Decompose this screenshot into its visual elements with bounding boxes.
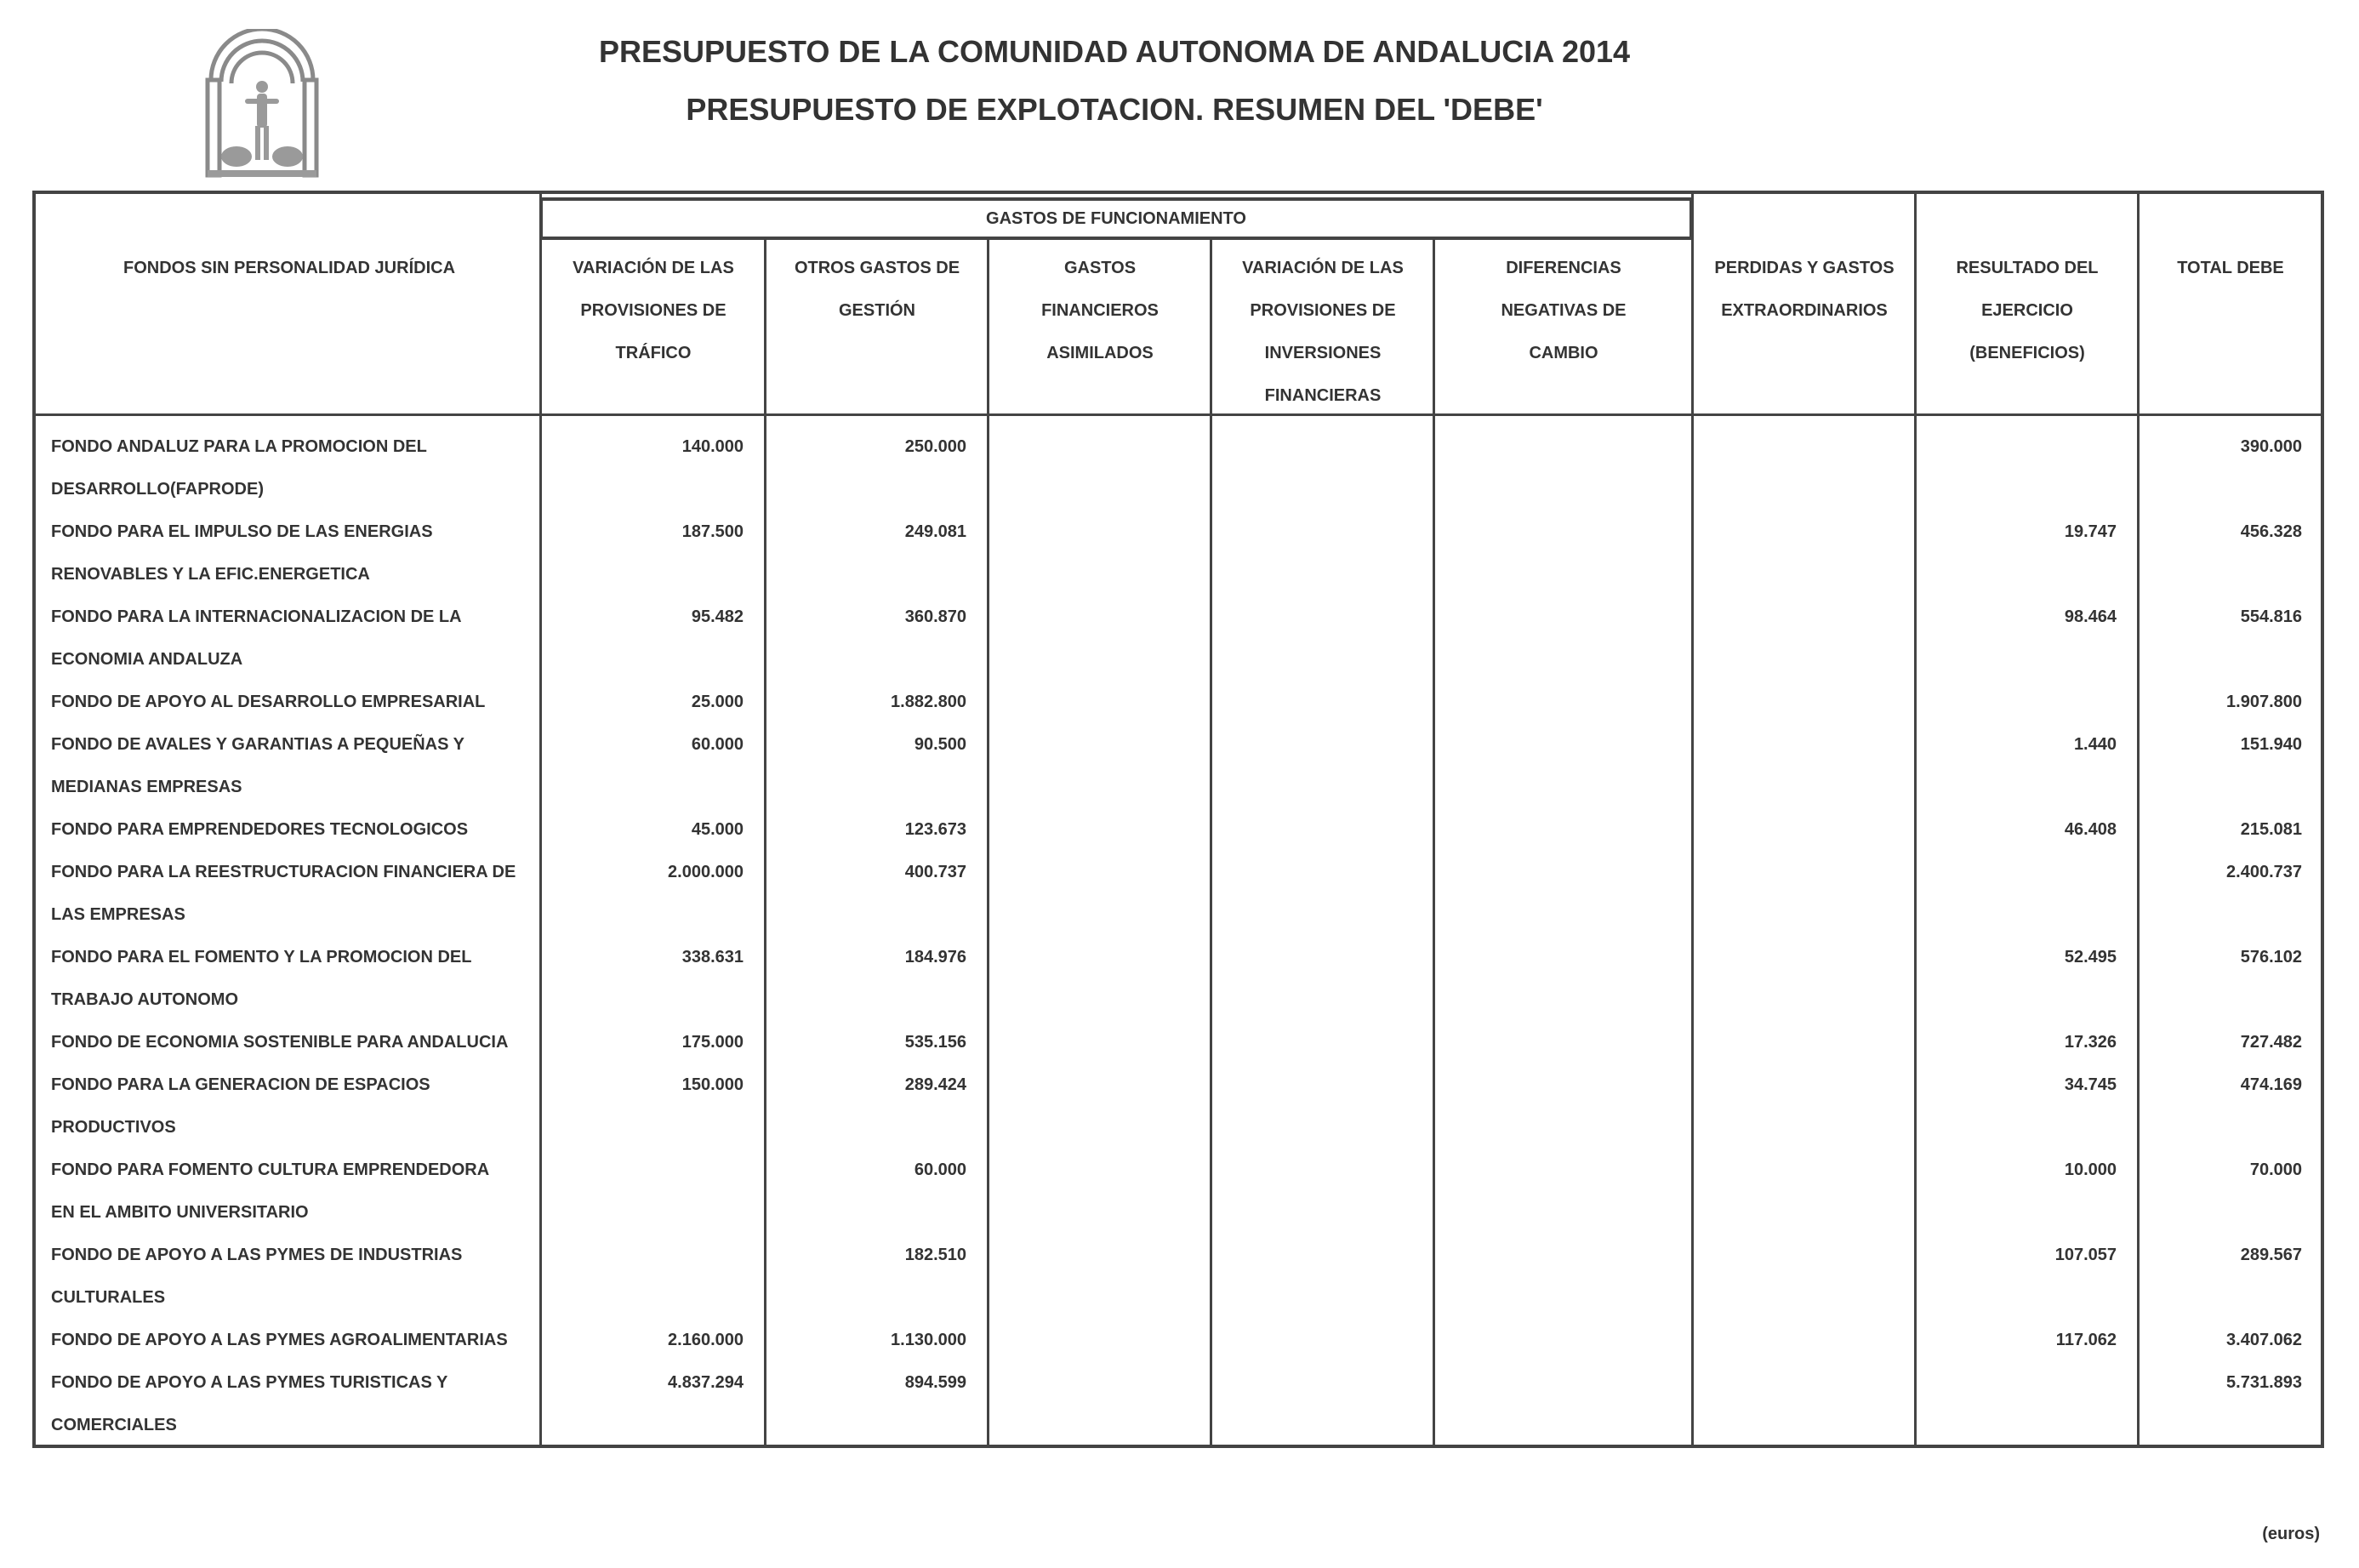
fund-name: FONDO PARA LA GENERACION DE ESPACIOS PRODUCTIVOS: [51, 1075, 430, 1137]
value-cell: 117.062: [2055, 1331, 2117, 1349]
value-cell: 576.102: [2240, 948, 2302, 966]
fund-name: FONDO DE APOYO A LAS PYMES DE INDUSTRIAS CULTURALES: [51, 1246, 463, 1307]
fund-name: FONDO DE AVALES Y GARANTIAS A PEQUEÑAS Y MEDIANAS EMPRESAS: [51, 735, 464, 796]
value-cell: 360.870: [904, 607, 966, 626]
value-cell: 46.408: [2064, 820, 2117, 839]
fund-name: FONDO DE APOYO A LAS PYMES AGROALIMENTARIAS: [51, 1331, 508, 1349]
column-header-gastos-financieros: GASTOS FINANCIEROS ASIMILADOS: [1041, 259, 1159, 362]
value-cell: 151.940: [2240, 735, 2302, 754]
page-title: PRESUPUESTO DE LA COMUNIDAD AUTONOMA DE ANDALUCIA 2014: [598, 34, 1631, 69]
column-header-variacion-provisiones-trafico: VARIACIÓN DE LAS PROVISIONES DE TRÁFICO: [573, 259, 734, 362]
value-cell: 1.907.800: [2226, 693, 2302, 711]
value-cell: 289.424: [904, 1075, 966, 1094]
value-cell: 400.737: [904, 863, 966, 881]
value-cell: 2.160.000: [668, 1331, 744, 1349]
value-cell: 727.482: [2240, 1033, 2302, 1052]
table-row: [36, 936, 2321, 1021]
value-cell: 25.000: [691, 693, 744, 711]
value-cell: 60.000: [914, 1160, 966, 1179]
table-row: [36, 1149, 2321, 1234]
table-row: [36, 596, 2321, 681]
value-cell: 45.000: [691, 820, 744, 839]
value-cell: 19.747: [2064, 522, 2117, 541]
group-header-gastos-funcionamiento: GASTOS DE FUNCIONAMIENTO: [539, 197, 1693, 240]
value-cell: 894.599: [904, 1373, 966, 1392]
table-row: [36, 681, 2321, 723]
table-row: [36, 510, 2321, 596]
column-header-perdidas-gastos-extraordinarios: PERDIDAS Y GASTOS EXTRAORDINARIOS: [1714, 259, 1895, 320]
fund-name: FONDO PARA FOMENTO CULTURA EMPRENDEDORA EN EL AMBITO UNIVERSITARIO: [51, 1160, 490, 1222]
value-cell: 1.440: [2073, 735, 2117, 754]
column-header-diferencias-negativas-cambio: DIFERENCIAS NEGATIVAS DE CAMBIO: [1501, 259, 1627, 362]
value-cell: 554.816: [2240, 607, 2302, 626]
fund-name: FONDO PARA LA REESTRUCTURACION FINANCIERA DE LAS EMPRESAS: [51, 863, 516, 924]
value-cell: 1.882.800: [891, 693, 966, 711]
value-cell: 123.673: [904, 820, 966, 839]
table-row: [36, 851, 2321, 936]
value-cell: 289.567: [2240, 1246, 2302, 1264]
value-cell: 184.976: [904, 948, 966, 966]
value-cell: 60.000: [691, 735, 744, 754]
andalucia-coat-of-arms-logo: [202, 29, 322, 180]
table-row: [36, 808, 2321, 851]
value-cell: 90.500: [914, 735, 966, 754]
column-header-variacion-provisiones-inversiones: VARIACIÓN DE LAS PROVISIONES DE INVERSIONES FINANCIERAS: [1242, 259, 1404, 405]
fund-name: FONDO DE APOYO AL DESARROLLO EMPRESARIAL: [51, 693, 486, 711]
value-cell: 5.731.893: [2226, 1373, 2302, 1392]
value-cell: 17.326: [2064, 1033, 2117, 1052]
fund-name: FONDO ANDALUZ PARA LA PROMOCION DEL DESARROLLO(FAPRODE): [51, 437, 427, 499]
table-row: [36, 425, 2321, 510]
value-cell: 150.000: [681, 1075, 744, 1094]
value-cell: 140.000: [681, 437, 744, 456]
page-subtitle: PRESUPUESTO DE EXPLOTACION. RESUMEN DEL 'DEBE': [686, 92, 1543, 127]
fund-name: FONDO PARA EL IMPULSO DE LAS ENERGIAS RENOVABLES Y LA EFIC.ENERGETICA: [51, 522, 433, 584]
value-cell: 250.000: [904, 437, 966, 456]
value-cell: 2.000.000: [668, 863, 744, 881]
value-cell: 52.495: [2064, 948, 2117, 966]
fund-name: FONDO PARA EMPRENDEDORES TECNOLOGICOS: [51, 820, 469, 839]
value-cell: 3.407.062: [2226, 1331, 2302, 1349]
table-row: [36, 1063, 2321, 1149]
value-cell: 249.081: [904, 522, 966, 541]
value-cell: 107.057: [2054, 1246, 2117, 1264]
table-row: [36, 1319, 2321, 1361]
table-row: [36, 1234, 2321, 1319]
value-cell: 182.510: [904, 1246, 966, 1264]
value-cell: 4.837.294: [668, 1373, 744, 1392]
value-cell: 10.000: [2064, 1160, 2117, 1179]
value-cell: 70.000: [2249, 1160, 2302, 1179]
column-header-otros-gastos-gestion: OTROS GASTOS DE GESTIÓN: [794, 259, 960, 320]
column-header-fondos: FONDOS SIN PERSONALIDAD JURÍDICA: [123, 259, 456, 277]
table-row: [36, 1361, 2321, 1446]
header-divider: [36, 413, 2321, 416]
value-cell: 187.500: [681, 522, 744, 541]
value-cell: 2.400.737: [2226, 863, 2302, 881]
value-cell: 175.000: [681, 1033, 744, 1052]
value-cell: 34.745: [2064, 1075, 2117, 1094]
fund-name: FONDO PARA EL FOMENTO Y LA PROMOCION DEL TRABAJO AUTONOMO: [51, 948, 472, 1009]
fund-name: FONDO DE ECONOMIA SOSTENIBLE PARA ANDALUCIA: [51, 1033, 509, 1052]
value-cell: 474.169: [2240, 1075, 2302, 1094]
value-cell: 535.156: [904, 1033, 966, 1052]
fund-name: FONDO PARA LA INTERNACIONALIZACION DE LA ECONOMIA ANDALUZA: [51, 607, 462, 669]
value-cell: 215.081: [2240, 820, 2302, 839]
value-cell: 98.464: [2064, 607, 2117, 626]
value-cell: 390.000: [2240, 437, 2302, 456]
column-header-total-debe: TOTAL DEBE: [2177, 259, 2284, 277]
fund-name: FONDO DE APOYO A LAS PYMES TURISTICAS Y COMERCIALES: [51, 1373, 448, 1434]
table-row: [36, 723, 2321, 808]
table-row: [36, 1021, 2321, 1063]
value-cell: 95.482: [691, 607, 744, 626]
value-cell: 1.130.000: [891, 1331, 966, 1349]
value-cell: 338.631: [681, 948, 744, 966]
column-header-resultado-ejercicio: RESULTADO DEL EJERCICIO (BENEFICIOS): [1956, 259, 2099, 362]
budget-table: [32, 191, 2324, 1448]
unit-note: (euros): [2262, 1525, 2320, 1543]
value-cell: 456.328: [2240, 522, 2302, 541]
